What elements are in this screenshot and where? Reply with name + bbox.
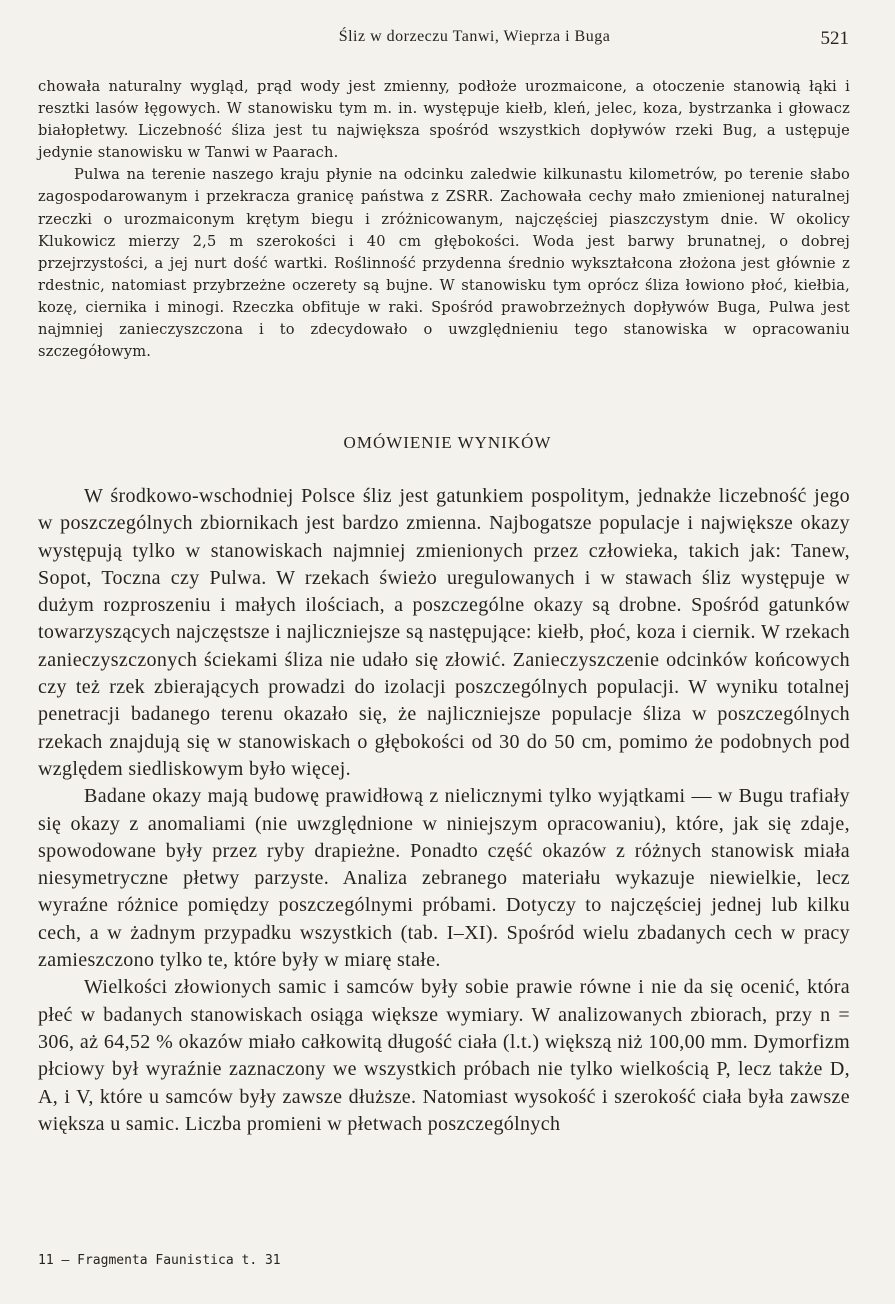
body-paragraph-2: Badane okazy mają budowę prawidłową z nielicznymi tylko wyjątkami — w Bugu trafiały się okazy z anomaliami (nie uwzględnione w niniejszym opracowaniu), które, jak się zdaje, spowodowane były przez ryby drapieżne. Ponadto część okazów z różnych stanowisk miała niesymetryczne płetwy parzyste. Analiza zebranego materiału wykazuje niewielkie, lecz wyraźne różnice pomiędzy poszczególnymi próbami. Dotyczy to najczęściej jednej lub kilku cech, a w żadnym przypadku wszystkich (tab. I–XI). Spośród wielu zbadanych cech w pracy zamieszczono tylko te, które były w miarę stałe. — [38, 785, 850, 972]
page-footer: 11 — Fragmenta Faunistica t. 31 — [38, 1253, 281, 1268]
body-paragraph-3: Wielkości złowionych samic i samców były sobie prawie równe i nie da się ocenić, która płeć w badanych stanowiskach osiąga większe wymiary. W analizowanych zbiorach, przy n = 306, aż 64,52 % okazów miało całkowitą długość ciała (l.t.) większą niż 100,00 mm. Dymorfizm płciowy był wyraźnie zaznaczony we wszystkich próbach nie tylko wielkością P, lecz także D, A, i V, które u samców były zawsze dłuższe. Natomiast wysokość i szerokość ciała była zawsze większa u samic. Liczba promieni w płetwach poszczególnych — [38, 976, 850, 1135]
small-paragraph-continuation: chowała naturalny wygląd, prąd wody jest zmienny, podłoże urozmaicone, a otoczenie stanowią łąki i resztki lasów łęgowych. W stanowisku tym m. in. występuje kiełb, kleń, jelec, koza, bystrzanka i głowacz białopłetwy. Liczebność śliza jest tu największa spośród wszystkich dopływów rzeki Bug, a ustępuje jedynie stanowisku w Tanwi w Paarach. — [38, 78, 850, 162]
section-title: OMÓWIENIE WYNIKÓW — [343, 433, 552, 452]
small-print-section — [38, 76, 850, 363]
running-title: Śliz w dorzeczu Tanwi, Wieprza i Buga — [338, 28, 611, 45]
main-body — [38, 483, 850, 1138]
page-number: 521 — [820, 28, 849, 49]
body-paragraph-1: W środkowo-wschodniej Polsce śliz jest gatunkiem pospolitym, jednakże liczebność jego w poszczególnych zbiornikach jest bardzo zmienna. Najbogatsze populacje i największe okazy występują tylko w stanowiskach najmniej zmienionych przez człowieka, takich jak: Tanew, Sopot, Toczna czy Pulwa. W rzekach świeżo uregulowanych i w stawach śliz występuje w dużym rozproszeniu i małych ilościach, a poszczególne okazy są drobne. Spośród gatunków towarzyszących najczęstsze i najliczniejsze są następujące: kiełb, płoć, koza i ciernik. W rzekach zanieczyszczonych ściekami śliza nie udało się złowić. Zanieczyszczenie odcinków końcowych czy też rzek zbierających prowadzi do izolacji poszczególnych populacji. W wyniku totalnej penetracji badanego terenu okazało się, że najliczniejsze populacje śliza w poszczególnych rzekach znajdują się w stanowiskach o głębokości od 30 do 50 cm, pomimo że podobnych pod względem siedliskowym było więcej. — [38, 485, 850, 780]
small-paragraph-pulwa: Pulwa na terenie naszego kraju płynie na odcinku zaledwie kilkunastu kilometrów, po terenie słabo zagospodarowanym i przekracza granicę państwa z ZSRR. Zachowała cechy mało zmienionej naturalnej rzeczki o urozmaiconym krętym biegu i zróżnicowanym, najczęściej piaszczystym dnie. W okolicy Klukowicz mierzy 2,5 m szerokości i 40 cm głębokości. Woda jest barwy brunatnej, o dobrej przejrzystości, a jej nurt dość wartki. Roślinność przydenna średnio wykształcona złożona jest głównie z rdestnic, natomiast przybrzeżne oczerety są bujne. W stanowisku tym oprócz śliza łowiono płoć, kiełbia, kozę, ciernika i minogi. Rzeczka obfituje w raki. Spośród prawobrzeżnych dopływów Buga, Pulwa jest najmniej zanieczyszczona i to zdecydowało o uwzględnieniu tego stanowiska w opracowaniu szczegółowym. — [38, 166, 850, 361]
page-header — [40, 28, 849, 58]
